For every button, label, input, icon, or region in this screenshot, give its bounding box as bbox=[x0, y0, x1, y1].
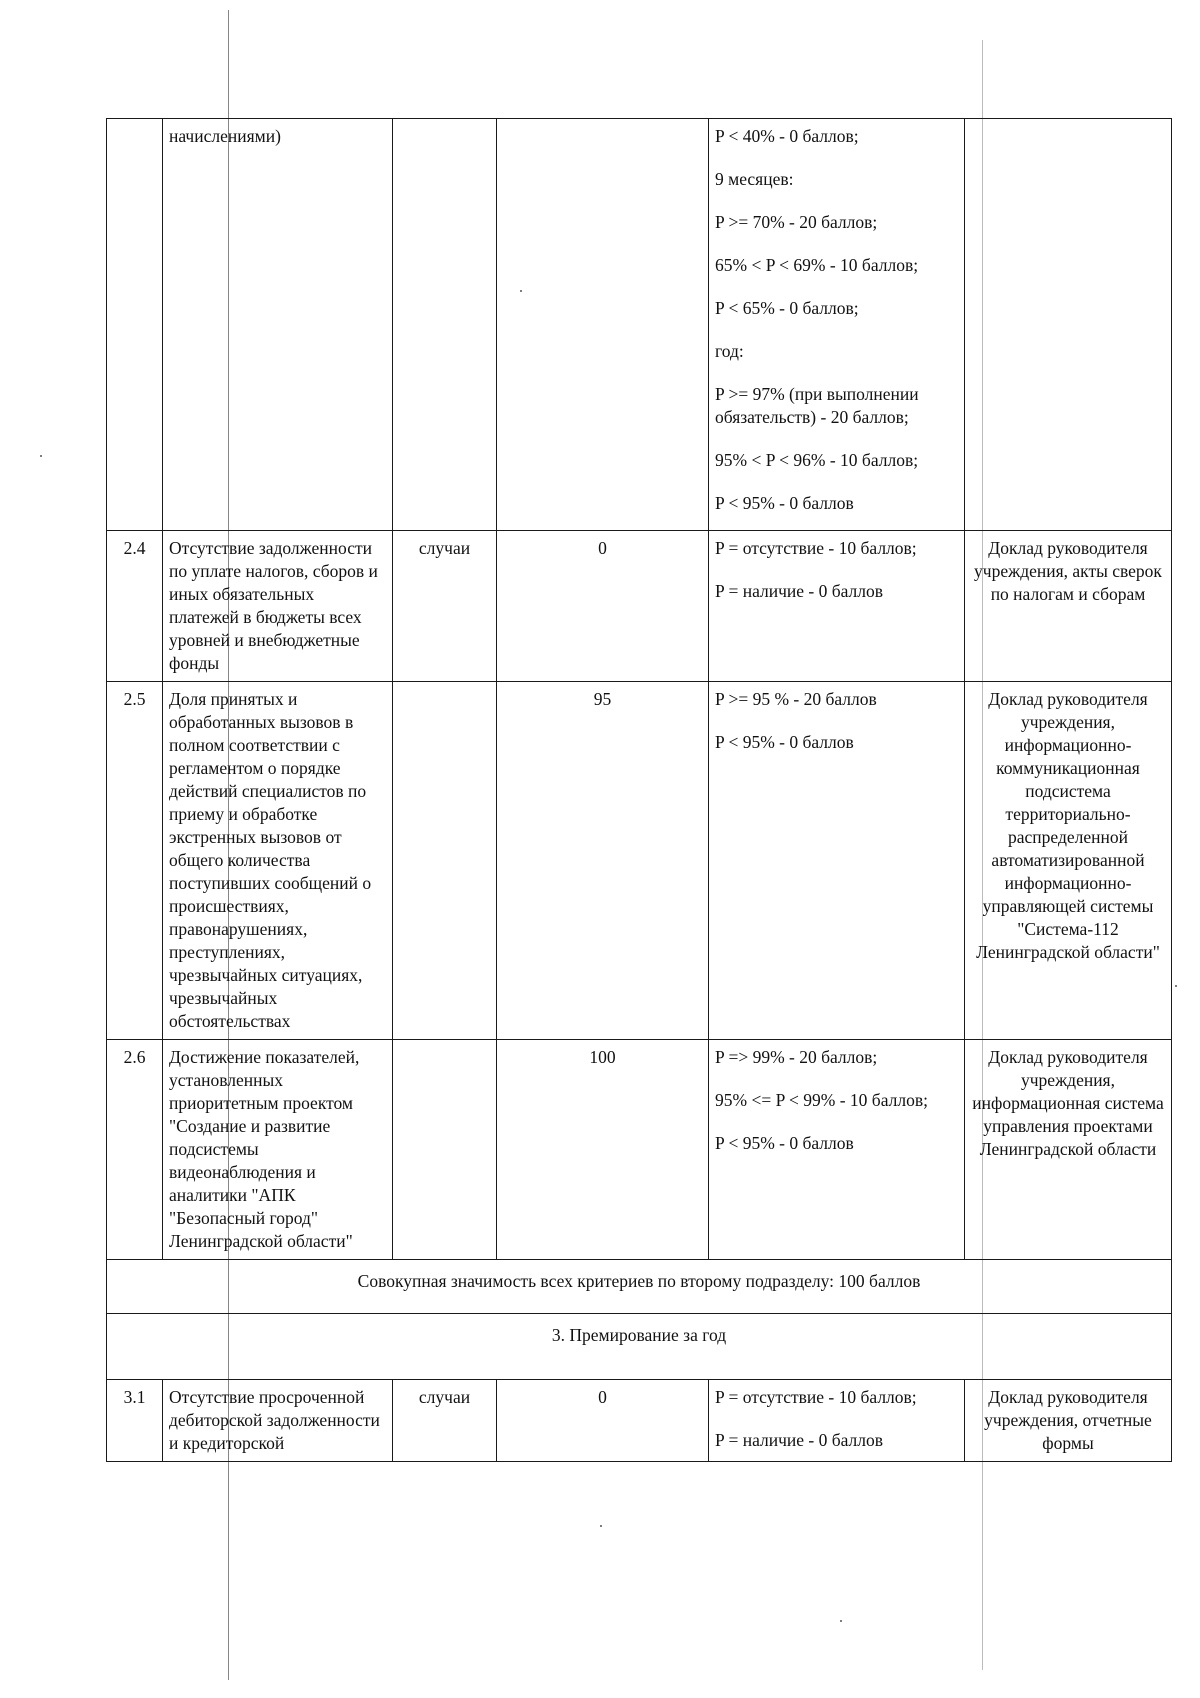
criteria-line: 9 месяцев: bbox=[715, 169, 794, 189]
criteria-line: P < 95% - 0 баллов bbox=[715, 1133, 854, 1153]
unit-cell: случаи bbox=[393, 531, 497, 682]
criteria-line: P >= 70% - 20 баллов; bbox=[715, 212, 878, 232]
criteria-line: P = отсутствие - 10 баллов; bbox=[715, 1387, 917, 1407]
scan-speck bbox=[1175, 985, 1177, 987]
source-cell: Доклад руководителя учреждения, акты сверок по налогам и сборам bbox=[965, 531, 1172, 682]
table-row bbox=[107, 1040, 1172, 1260]
section-3-title: 3. Премирование за год bbox=[107, 1314, 1172, 1380]
criterion-name: Достижение показателей, установленных приоритетным проектом "Создание и развитие подсистемы видеонаблюдения и аналитики "АПК "Безопасный город" Ленинградской области" bbox=[163, 1040, 393, 1260]
scan-speck bbox=[840, 1620, 842, 1622]
criteria-line: P < 95% - 0 баллов bbox=[715, 732, 854, 752]
criteria-line: P < 40% - 0 баллов; bbox=[715, 126, 859, 146]
unit-cell bbox=[393, 682, 497, 1040]
table-row bbox=[107, 1380, 1172, 1462]
unit-cell: случаи bbox=[393, 1380, 497, 1462]
source-cell: Доклад руководителя учреждения, отчетные формы bbox=[965, 1380, 1172, 1462]
criteria-line: P = отсутствие - 10 баллов; bbox=[715, 538, 917, 558]
criteria-line: P >= 97% (при выполнении обязательств) - 20 баллов; bbox=[715, 384, 919, 427]
criterion-name: Отсутствие просроченной дебиторской задолженности и кредиторской bbox=[163, 1380, 393, 1462]
criteria-line: P < 95% - 0 баллов bbox=[715, 493, 854, 513]
criteria-line: 95% < P < 96% - 10 баллов; bbox=[715, 450, 919, 470]
criteria-line: P = наличие - 0 баллов bbox=[715, 581, 884, 601]
summary-row bbox=[107, 1260, 1172, 1314]
criteria-line: 65% < P < 69% - 10 баллов; bbox=[715, 255, 919, 275]
row-number: 3.1 bbox=[107, 1380, 163, 1462]
criterion-name: Отсутствие задолженности по уплате налогов, сборов и иных обязательных платежей в бюджеты всех уровней и внебюджетные фонды bbox=[163, 531, 393, 682]
subsection-summary: Совокупная значимость всех критериев по второму подразделу: 100 баллов bbox=[107, 1260, 1172, 1314]
scoring-criteria bbox=[709, 119, 965, 531]
criteria-line: P < 65% - 0 баллов; bbox=[715, 298, 859, 318]
criterion-name: Доля принятых и обработанных вызовов в полном соответствии с регламентом о порядке действий специалистов по приему и обработке экстренных вызовов от общего количества поступивших сообщений о происшествиях, правонарушениях, преступлениях, чрезвычайных ситуациях, чрезвычайных обстоятельствах bbox=[163, 682, 393, 1040]
source-cell: Доклад руководителя учреждения, информационная система управления проектами Ленинградской области bbox=[965, 1040, 1172, 1260]
criteria-line: 95% <= P < 99% - 10 баллов; bbox=[715, 1090, 928, 1110]
criterion-name: начислениями) bbox=[163, 119, 393, 531]
criteria-line: P => 99% - 20 баллов; bbox=[715, 1047, 878, 1067]
criteria-line: P = наличие - 0 баллов bbox=[715, 1430, 884, 1450]
table-row bbox=[107, 682, 1172, 1040]
scan-speck bbox=[40, 455, 42, 457]
value-cell bbox=[497, 119, 709, 531]
value-cell: 0 bbox=[497, 1380, 709, 1462]
section-header-row bbox=[107, 1314, 1172, 1380]
row-number: 2.5 bbox=[107, 682, 163, 1040]
criteria-table bbox=[106, 118, 1172, 1462]
table-row bbox=[107, 531, 1172, 682]
table-row bbox=[107, 119, 1172, 531]
criteria-line: год: bbox=[715, 341, 744, 361]
unit-cell bbox=[393, 1040, 497, 1260]
row-number bbox=[107, 119, 163, 531]
scoring-criteria bbox=[709, 682, 965, 1040]
scan-speck bbox=[600, 1525, 602, 1527]
value-cell: 0 bbox=[497, 531, 709, 682]
value-cell: 95 bbox=[497, 682, 709, 1040]
scoring-criteria bbox=[709, 531, 965, 682]
row-number: 2.6 bbox=[107, 1040, 163, 1260]
row-number: 2.4 bbox=[107, 531, 163, 682]
scoring-criteria bbox=[709, 1040, 965, 1260]
scoring-criteria bbox=[709, 1380, 965, 1462]
source-cell bbox=[965, 119, 1172, 531]
value-cell: 100 bbox=[497, 1040, 709, 1260]
criteria-line: P >= 95 % - 20 баллов bbox=[715, 689, 877, 709]
source-cell: Доклад руководителя учреждения, информационно-коммуникационная подсистема территориально-распределенной автоматизированной информационно-управляющей системы "Система-112 Ленинградской области" bbox=[965, 682, 1172, 1040]
unit-cell bbox=[393, 119, 497, 531]
